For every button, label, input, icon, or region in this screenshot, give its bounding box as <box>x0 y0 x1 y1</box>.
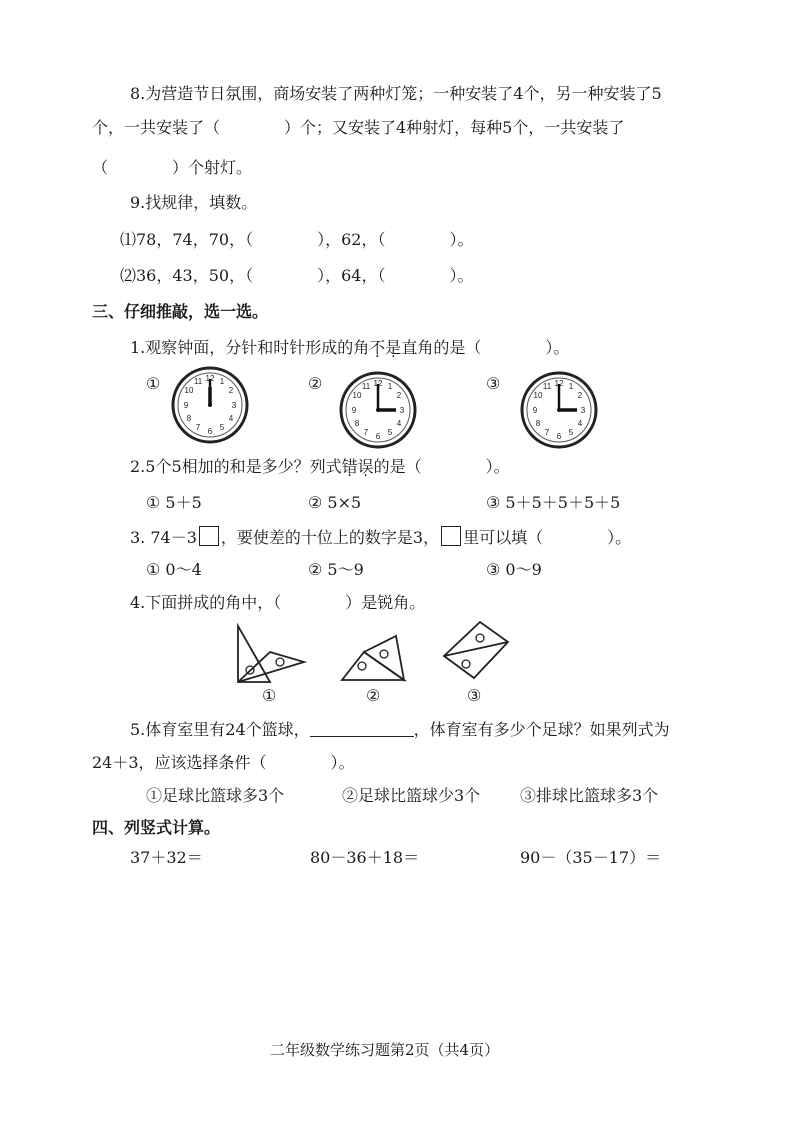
svg-text:1: 1 <box>387 382 393 391</box>
svg-text:7: 7 <box>195 423 201 432</box>
s3-q4-opt3: ③ <box>467 686 482 705</box>
svg-text:1: 1 <box>568 382 574 391</box>
svg-text:4: 4 <box>228 414 234 423</box>
svg-text:11: 11 <box>542 382 552 391</box>
svg-text:9: 9 <box>532 406 538 415</box>
svg-text:5: 5 <box>568 428 574 437</box>
s3-q1-opt2-marker: ② <box>308 374 323 393</box>
svg-text:4: 4 <box>396 419 402 428</box>
s3-q2-opt1: ① 5＋5 <box>146 493 202 512</box>
s4-expr2: 80－36＋18＝ <box>310 848 420 867</box>
svg-text:1: 1 <box>219 377 225 386</box>
answer-blank-line <box>310 720 414 737</box>
svg-text:12: 12 <box>205 374 215 383</box>
set-square-figure-2 <box>338 622 418 687</box>
s3-q3-text: 3. 74－3 ，要使差的十位上的数字是3， 里可以填（ ）。 <box>130 528 632 547</box>
svg-text:4: 4 <box>577 419 583 428</box>
svg-text:8: 8 <box>186 414 192 423</box>
svg-text:7: 7 <box>363 428 369 437</box>
svg-text:11: 11 <box>361 382 371 391</box>
svg-text:9: 9 <box>183 401 189 410</box>
s3-q4-opt2: ② <box>366 686 381 705</box>
s4-expr1: 37＋32＝ <box>130 848 203 867</box>
s3-q2-opt2: ② 5×5 <box>308 493 362 512</box>
s3-q2-opt3: ③ 5＋5＋5＋5＋5 <box>486 493 621 512</box>
s3-q4-text: 4.下面拼成的角中，（ ）是锐角。 <box>130 593 426 612</box>
svg-text:6: 6 <box>375 432 381 441</box>
q8-line1: 8.为营造节日氛围，商场安装了两种灯笼；一种安装了4个，另一种安装了5 <box>130 84 662 103</box>
svg-text:5: 5 <box>219 423 225 432</box>
svg-text:6: 6 <box>207 427 213 436</box>
set-square-figure-3 <box>440 618 520 683</box>
svg-text:11: 11 <box>193 377 203 386</box>
s3-q1-text: 1.观察钟面，分针和时针形成的角不是直角的是（ ）。 <box>130 338 570 357</box>
clock-icon-0300-b <box>519 370 599 450</box>
s3-q1-opt3-marker: ③ <box>486 374 501 393</box>
q9-row1: ⑴78，74，70，（ ），62，（ ）。 <box>120 230 474 249</box>
set-square-figure-1 <box>232 622 312 687</box>
s3-q5-opt2: ②足球比篮球少3个 <box>342 786 481 805</box>
page-footer: 二年级数学练习题第2页（共4页） <box>270 1041 500 1059</box>
svg-text:6: 6 <box>556 432 562 441</box>
svg-text:3: 3 <box>580 406 586 415</box>
s3-q5-text: 5.体育室里有24个篮球， ，体育室有多少个足球？如果列式为 <box>130 720 670 739</box>
svg-text:10: 10 <box>184 386 194 395</box>
s3-q3-opt3: ③ 0～9 <box>486 560 542 579</box>
blank-box-1 <box>199 526 219 546</box>
q9-title: 9.找规律，填数。 <box>130 193 258 212</box>
s3-q3-opt2: ② 5～9 <box>308 560 364 579</box>
svg-text:8: 8 <box>354 419 360 428</box>
svg-text:9: 9 <box>351 406 357 415</box>
q8-line2: 个，一共安装了（ ）个；又安装了4种射灯，每种5个，一共安装了 <box>92 118 625 137</box>
svg-text:2: 2 <box>396 391 402 400</box>
svg-text:3: 3 <box>231 401 237 410</box>
svg-text:8: 8 <box>535 419 541 428</box>
section4-heading: 四、列竖式计算。 <box>92 818 221 837</box>
s3-q4-opt1: ① <box>262 686 277 705</box>
s3-q1-opt1-marker: ① <box>146 374 161 393</box>
svg-text:10: 10 <box>352 391 362 400</box>
q9-row2: ⑵36，43，50，（ ），64，（ ）。 <box>120 266 474 285</box>
svg-text:2: 2 <box>228 386 234 395</box>
s3-q5-opt3: ③排球比篮球多3个 <box>520 786 659 805</box>
s4-expr3: 90－（35－17）＝ <box>520 848 662 867</box>
clock-icon-0300-a <box>338 370 418 450</box>
svg-text:3: 3 <box>399 406 405 415</box>
s3-q3-opt1: ① 0～4 <box>146 560 202 579</box>
section3-heading: 三、仔细推敲，选一选。 <box>92 302 269 321</box>
svg-text:10: 10 <box>533 391 543 400</box>
clock-icon-1200 <box>170 365 250 445</box>
s3-q5-line2: 24＋3，应该选择条件（ ）。 <box>92 753 355 772</box>
blank-box-2 <box>441 526 461 546</box>
s3-q5-opt1: ①足球比篮球多3个 <box>146 786 285 805</box>
svg-text:7: 7 <box>544 428 550 437</box>
s3-q2-text: 2.5个5相加的和是多少？列式错误的是（ ）。 <box>130 457 510 476</box>
svg-text:2: 2 <box>577 391 583 400</box>
svg-text:5: 5 <box>387 428 393 437</box>
svg-text:12: 12 <box>373 379 383 388</box>
svg-text:12: 12 <box>554 379 564 388</box>
q8-line3: （ ）个射灯。 <box>92 158 253 177</box>
